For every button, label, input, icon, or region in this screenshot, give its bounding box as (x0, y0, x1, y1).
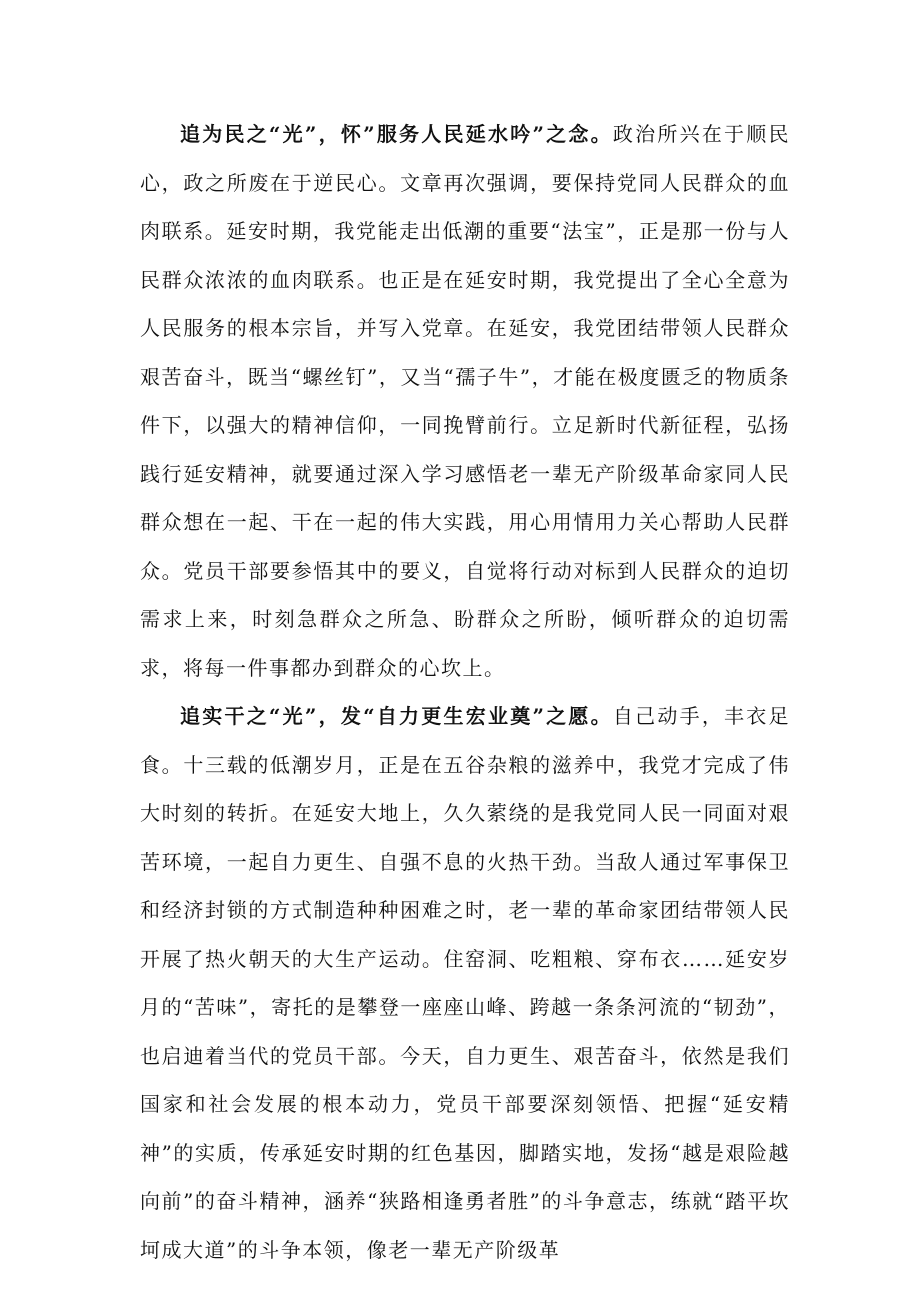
paragraph-2-lead: 追实干之“光”，发“自力更生宏业奠”之愿。 (180, 704, 613, 728)
paragraph-2 (140, 692, 790, 1274)
paragraph-1-body: 政治所兴在于顺民心，政之所废在于逆民心。文章再次强调，要保持党同人民群众的血肉联系。延安时期，我党能走出低潮的重要“法宝”，正是那一份与人民群众浓浓的血肉联系。也正是在延安时期，我党提出了全心全意为人民服务的根本宗旨，并写入党章。在延安，我党团结带领人民群众艰苦奋斗，既当“螺丝钉”，又当“孺子牛”，才能在极度匮乏的物质条件下，以强大的精神信仰，一同挽臂前行。立足新时代新征程，弘扬践行延安精神，就要通过深入学习感悟老一辈无产阶级革命家同人民群众想在一起、干在一起的伟大实践，用心用情用力关心帮助人民群众。党员干部要参悟其中的要义，自觉将行动对标到人民群众的迫切需求上来，时刻急群众之所急、盼群众之所盼，倾听群众的迫切需求，将每一件事都办到群众的心坎上。 (140, 122, 791, 680)
paragraph-2-body: 自己动手，丰衣足食。十三载的低潮岁月，正是在五谷杂粮的滋养中，我党才完成了伟大时刻的转折。在延安大地上，久久萦绕的是我党同人民一同面对艰苦环境，一起自力更生、自强不息的火热干劲。当敌人通过军事保卫和经济封锁的方式制造种种困难之时，老一辈的革命家团结带领人民开展了热火朝天的大生产运动。住窑洞、吃粗粮、穿布衣……延安岁月的“苦味”，寄托的是攀登一座座山峰、跨越一条条河流的“韧劲”，也启迪着当代的党员干部。今天，自力更生、艰苦奋斗，依然是我们国家和社会发展的根本动力，党员干部要深刻领悟、把握“延安精神”的实质，传承延安时期的红色基因，脚踏实地，发扬“越是艰险越向前”的奋斗精神，涵养“狭路相逢勇者胜”的斗争意志，练就“踏平坎坷成大道”的斗争本领，像老一辈无产阶级革 (140, 704, 791, 1262)
document-page (140, 110, 790, 1274)
paragraph-1 (140, 110, 790, 692)
paragraph-1-lead: 追为民之“光”，怀”服务人民延水吟”之念。 (180, 122, 613, 146)
